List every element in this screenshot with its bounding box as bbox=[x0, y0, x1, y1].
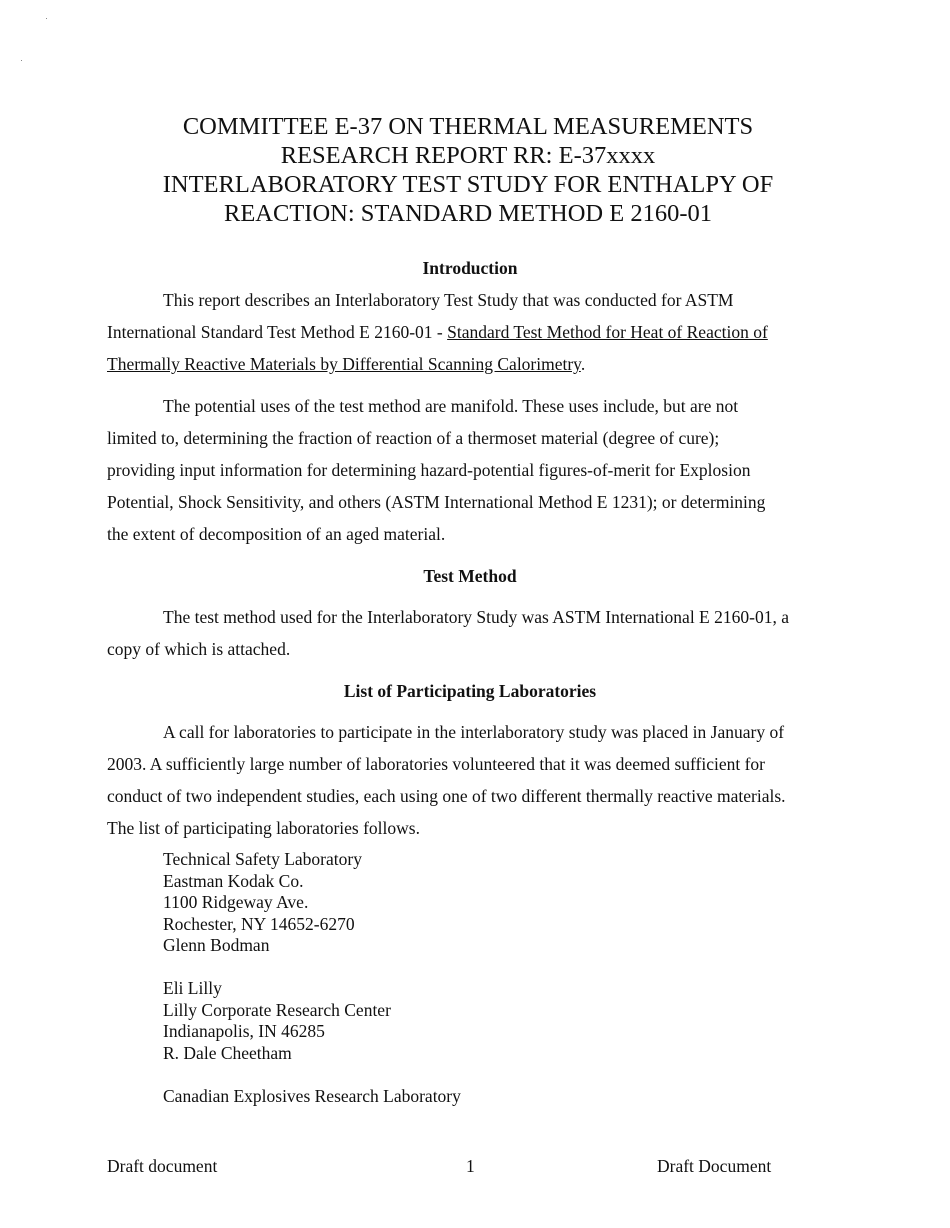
paragraph-line: A call for laboratories to participate in the interlaboratory study was placed in January of bbox=[163, 722, 785, 742]
paragraph-line: limited to, determining the fraction of reaction of a thermoset material (degree of cure); bbox=[107, 428, 720, 448]
paragraph-line: the extent of decomposition of an aged material. bbox=[107, 524, 446, 544]
address-line: Rochester, NY 14652-6270 bbox=[163, 913, 355, 934]
paragraph-line: The list of participating laboratories follows. bbox=[107, 818, 420, 838]
paragraph-line: The potential uses of the test method are manifold. These uses include, but are not bbox=[163, 396, 739, 416]
labs-paragraph bbox=[107, 716, 847, 844]
standard-title-underlined: Thermally Reactive Materials by Differential Scanning Calorimetry bbox=[107, 354, 581, 374]
address-line: Glenn Bodman bbox=[163, 935, 270, 955]
title-line: COMMITTEE E-37 ON THERMAL MEASUREMENTS bbox=[182, 113, 754, 140]
page-number: 1 bbox=[466, 1156, 475, 1176]
paragraph-line bbox=[107, 348, 847, 380]
address-line: Canadian Explosives Research Laboratory bbox=[163, 1086, 461, 1106]
test-method-heading: Test Method bbox=[423, 566, 517, 586]
address-line: Technical Safety Laboratory bbox=[163, 849, 362, 869]
footer-right: Draft Document bbox=[657, 1156, 772, 1176]
standard-title-underlined: Standard Test Method for Heat of Reaction of bbox=[447, 322, 768, 342]
address-line: R. Dale Cheetham bbox=[163, 1042, 292, 1063]
scan-speck bbox=[46, 18, 47, 19]
lab-address-block bbox=[163, 849, 663, 957]
paragraph-line: conduct of two independent studies, each using one of two different thermally reactive materials. bbox=[107, 786, 786, 806]
lab-address-block bbox=[163, 978, 663, 1064]
paragraph-line: Potential, Shock Sensitivity, and others (ASTM International Method E 1231); or determining bbox=[107, 492, 766, 512]
address-line: Lilly Corporate Research Center bbox=[163, 999, 391, 1020]
scan-speck bbox=[21, 60, 22, 61]
address-line: 1100 Ridgeway Ave. bbox=[163, 892, 309, 912]
introduction-heading: Introduction bbox=[422, 258, 518, 278]
paragraph-text: . bbox=[580, 354, 586, 374]
paragraph-line: This report describes an Interlaboratory Test Study that was conducted for ASTM bbox=[163, 290, 734, 310]
introduction-paragraph-1 bbox=[107, 284, 847, 380]
address-line: Eli Lilly bbox=[163, 978, 222, 998]
footer-left: Draft document bbox=[107, 1156, 218, 1176]
labs-heading: List of Participating Laboratories bbox=[343, 681, 597, 701]
paragraph-line bbox=[107, 316, 847, 348]
introduction-paragraph-2 bbox=[107, 390, 847, 550]
paragraph-line: copy of which is attached. bbox=[107, 639, 291, 659]
title-line: INTERLABORATORY TEST STUDY FOR ENTHALPY OF bbox=[162, 171, 774, 198]
paragraph-line: 2003. A sufficiently large number of laboratories volunteered that it was deemed sufficient for bbox=[107, 754, 766, 774]
address-line: Indianapolis, IN 46285 bbox=[163, 1021, 325, 1041]
title-line: REACTION: STANDARD METHOD E 2160-01 bbox=[223, 200, 712, 227]
paragraph-line: providing input information for determining hazard-potential figures-of-merit for Explosion bbox=[107, 460, 751, 480]
test-method-paragraph bbox=[107, 601, 847, 665]
lab-address-block bbox=[163, 1086, 663, 1108]
address-line: Eastman Kodak Co. bbox=[163, 870, 304, 891]
title-line: RESEARCH REPORT RR: E-37xxxx bbox=[280, 142, 656, 169]
paragraph-line: The test method used for the Interlaboratory Study was ASTM International E 2160-01, a bbox=[163, 607, 789, 627]
paragraph-text: International Standard Test Method E 2160-01 - bbox=[107, 322, 448, 342]
report-title bbox=[107, 112, 829, 228]
